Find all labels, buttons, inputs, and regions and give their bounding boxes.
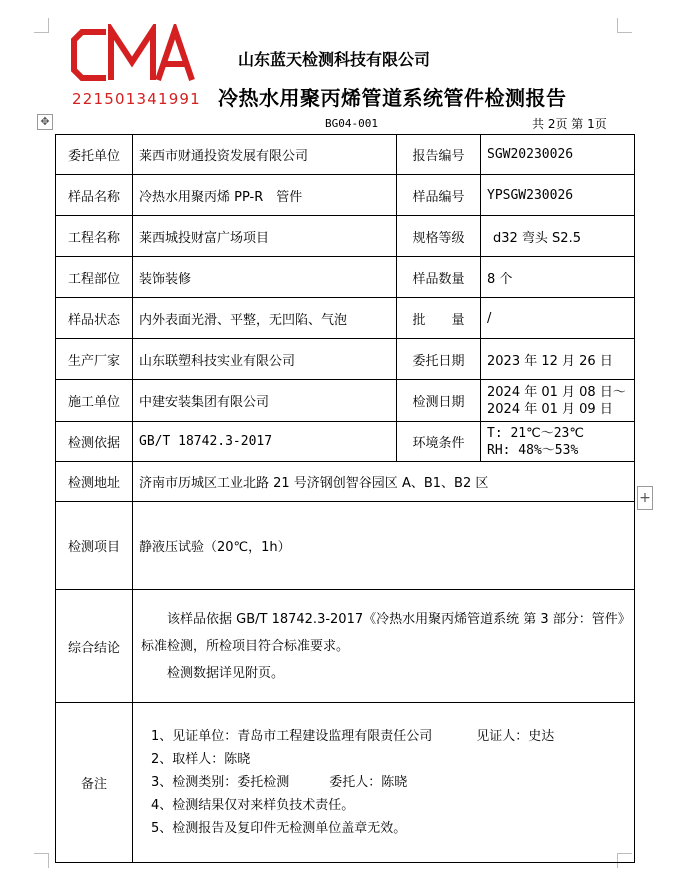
- table-row: [56, 175, 635, 216]
- sample-qty-label: 样品数量: [397, 257, 481, 298]
- crop-mark-top-left: [34, 18, 49, 33]
- sample-name-label: 样品名称: [56, 175, 133, 216]
- project-part-label: 工程部位: [56, 257, 133, 298]
- witness-unit: 1、见证单位：青岛市工程建设监理有限责任公司: [151, 729, 433, 744]
- table-move-handle-icon[interactable]: ✥: [37, 114, 53, 130]
- test-items-value: 静液压试验（20℃，1h）: [133, 502, 635, 590]
- manufacturer-label: 生产厂家: [56, 339, 133, 380]
- client-label: 委托单位: [56, 135, 133, 175]
- company-name: 山东蓝天检测科技有限公司: [238, 50, 431, 69]
- commissioner: 委托人：陈晓: [329, 775, 408, 790]
- table-row: [56, 257, 635, 298]
- spec-grade-value: d32 弯头 S2.5: [481, 216, 635, 257]
- test-address-value: 济南市历城区工业北路 21 号济钢创智谷园区 A、B1、B2 区: [133, 462, 635, 502]
- batch-value: /: [481, 298, 635, 339]
- test-items-label: 检测项目: [56, 502, 133, 590]
- sample-state-label: 样品状态: [56, 298, 133, 339]
- report-no-value: SGW20230026: [481, 135, 635, 175]
- project-name-value: 莱西城投财富广场项目: [133, 216, 397, 257]
- cma-number: 221501341991: [72, 90, 201, 108]
- test-category: 3、检测类别：委托检测: [151, 775, 290, 790]
- remark-item: 4、检测结果仅对来样负技术责任。: [151, 798, 355, 813]
- project-part-value: 装饰装修: [133, 257, 397, 298]
- sample-no-value: YPSGW230026: [481, 175, 635, 216]
- remark-item: 5、检测报告及复印件无检测单位盖章无效。: [151, 821, 407, 836]
- crop-mark-top-right: [617, 18, 632, 33]
- client-value: 莱西市财通投资发展有限公司: [133, 135, 397, 175]
- remark-item: [139, 725, 628, 748]
- witness-person: 见证人：史达: [476, 729, 555, 744]
- project-name-label: 工程名称: [56, 216, 133, 257]
- page-info: 共 2页 第 1页: [532, 117, 607, 131]
- test-address-label: 检测地址: [56, 462, 133, 502]
- construction-unit-value: 中建安装集团有限公司: [133, 380, 397, 422]
- table-row: [56, 703, 635, 863]
- table-row: [56, 339, 635, 380]
- test-date-start: 2024 年 01 月 08 日～: [487, 384, 626, 400]
- conclusion-value: [133, 590, 635, 703]
- remark-item: [139, 771, 628, 794]
- sample-state-value: 内外表面光滑、平整，无凹陷、气泡: [133, 298, 397, 339]
- crop-mark-bottom-left: [34, 853, 49, 868]
- test-date-value: [481, 380, 635, 422]
- table-row: [56, 380, 635, 422]
- table-row: [56, 422, 635, 462]
- test-basis-label: 检测依据: [56, 422, 133, 462]
- sample-qty-value: 8 个: [481, 257, 635, 298]
- table-row: [56, 135, 635, 175]
- cma-logo-icon: [68, 24, 196, 86]
- sample-name-value: 冷热水用聚丙烯 PP-R 管件: [133, 175, 397, 216]
- table-row: [56, 590, 635, 703]
- report-no-label: 报告编号: [397, 135, 481, 175]
- report-table: [55, 134, 635, 863]
- table-row: [56, 298, 635, 339]
- construction-unit-label: 施工单位: [56, 380, 133, 422]
- batch-label: 批 量: [397, 298, 481, 339]
- document-code: BG04-001: [325, 117, 378, 130]
- report-title: 冷热水用聚丙烯管道系统管件检测报告: [218, 86, 567, 110]
- test-basis-value: GB/T 18742.3-2017: [133, 422, 397, 462]
- table-row: [56, 462, 635, 502]
- commission-date-value: 2023 年 12 月 26 日: [481, 339, 635, 380]
- add-column-icon[interactable]: +: [637, 486, 653, 510]
- table-row: [56, 502, 635, 590]
- spec-grade-label: 规格等级: [397, 216, 481, 257]
- sample-no-label: 样品编号: [397, 175, 481, 216]
- test-date-end: 2024 年 01 月 09 日: [487, 401, 613, 417]
- environment-humidity: RH: 48%～53%: [487, 442, 579, 458]
- conclusion-paragraph: 该样品依据 GB/T 18742.3-2017《冷热水用聚丙烯管道系统 第 3 部分：管件》标准检测，所检项目符合标准要求。: [141, 611, 625, 654]
- conclusion-label: 综合结论: [56, 590, 133, 703]
- remarks-label: 备注: [56, 703, 133, 863]
- environment-value: [481, 422, 635, 462]
- environment-label: 环境条件: [397, 422, 481, 462]
- commission-date-label: 委托日期: [397, 339, 481, 380]
- conclusion-note: 检测数据详见附页。: [167, 665, 285, 681]
- manufacturer-value: 山东联塑科技实业有限公司: [133, 339, 397, 380]
- remark-item: 2、取样人：陈晓: [151, 752, 251, 767]
- remarks-value: [133, 703, 635, 863]
- environment-temperature: T: 21℃～23℃: [487, 425, 584, 441]
- table-row: [56, 216, 635, 257]
- test-date-label: 检测日期: [397, 380, 481, 422]
